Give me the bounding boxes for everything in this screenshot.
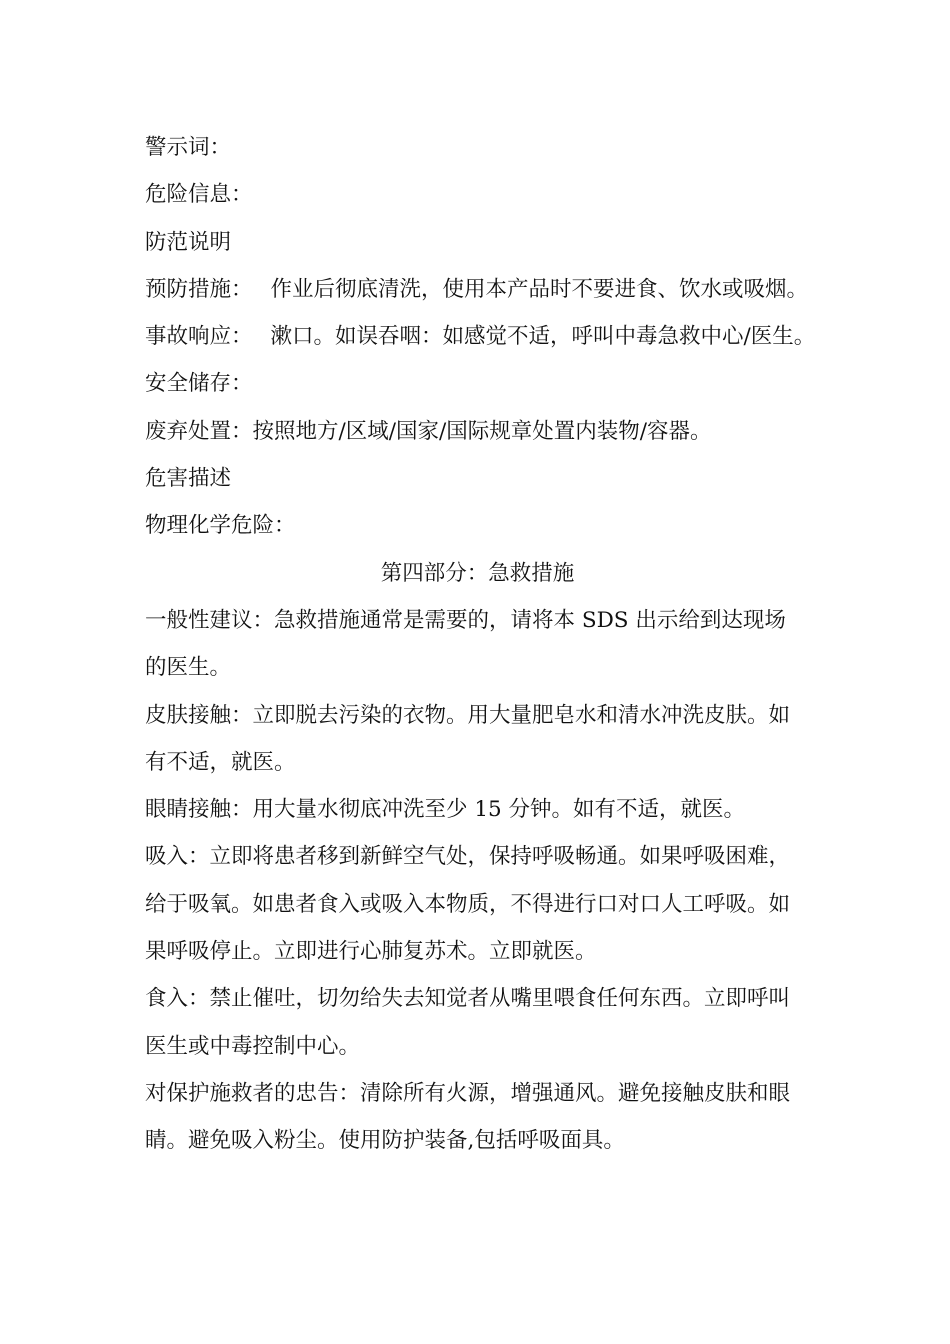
physchem-hazard-label: 物理化学危险：: [145, 513, 296, 539]
skin-contact-paragraph: [145, 692, 810, 787]
response-text: 漱口。如误吞咽：如感觉不适，呼叫中毒急救中心/医生。: [270, 324, 816, 350]
hazard-description-heading: 危害描述: [145, 466, 232, 492]
document-page: [145, 124, 816, 1165]
signal-word-label: 警示词：: [145, 135, 232, 160]
response-line: [145, 313, 816, 360]
inhalation-paragraph: [145, 833, 810, 975]
paragraph-line: 睛。避免吸入粉尘。使用防护装备,包括呼吸面具。: [145, 1128, 625, 1154]
paragraph-line: 对保护施救者的忠告：清除所有火源，增强通风。避免接触皮肤和眼: [145, 1080, 791, 1106]
prevention-text: 作业后彻底清洗，使用本产品时不要进食、饮水或吸烟。: [270, 276, 809, 302]
paragraph-line: 食入：禁止催吐，切勿给失去知觉者从嘴里喂食任何东西。立即呼叫: [145, 986, 791, 1012]
paragraph-line: 有不适，就医。: [145, 749, 296, 775]
ingestion-paragraph: [145, 975, 810, 1070]
paragraph-line: 果呼吸停止。立即进行心肺复苏术。立即就医。: [145, 939, 597, 965]
eye-contact-paragraph: [145, 786, 810, 833]
paragraph-line: 眼睛接触：用大量水彻底冲洗至少 15 分钟。如有不适，就医。: [145, 797, 746, 823]
paragraph-line: 医生或中毒控制中心。: [145, 1033, 361, 1059]
response-label: 事故响应：: [145, 324, 253, 350]
storage-label: 安全储存：: [145, 371, 253, 397]
prevention-label: 预防措施：: [145, 276, 253, 302]
precaution-heading: 防范说明: [145, 229, 232, 255]
rescuer-advice-paragraph: [145, 1070, 810, 1165]
paragraph-line: 给于吸氧。如患者食入或吸入本物质，不得进行口对口人工呼吸。如: [145, 891, 791, 917]
general-advice-paragraph: [145, 597, 810, 692]
section4-title: 第四部分：急救措施: [380, 560, 575, 586]
paragraph-line: 吸入：立即将患者移到新鲜空气处，保持呼吸畅通。如果呼吸困难，: [145, 844, 791, 870]
paragraph-line: 皮肤接触：立即脱去污染的衣物。用大量肥皂水和清水冲洗皮肤。如: [145, 702, 791, 728]
paragraph-line: 一般性建议：急救措施通常是需要的，请将本 SDS 出示给到达现场: [145, 607, 786, 633]
hazard-info-label: 危险信息：: [145, 182, 253, 208]
disposal-line: 废弃处置：按照地方/区域/国家/国际规章处置内装物/容器。: [145, 418, 712, 444]
prevention-line: [145, 266, 810, 313]
paragraph-line: 的医生。: [145, 655, 232, 681]
